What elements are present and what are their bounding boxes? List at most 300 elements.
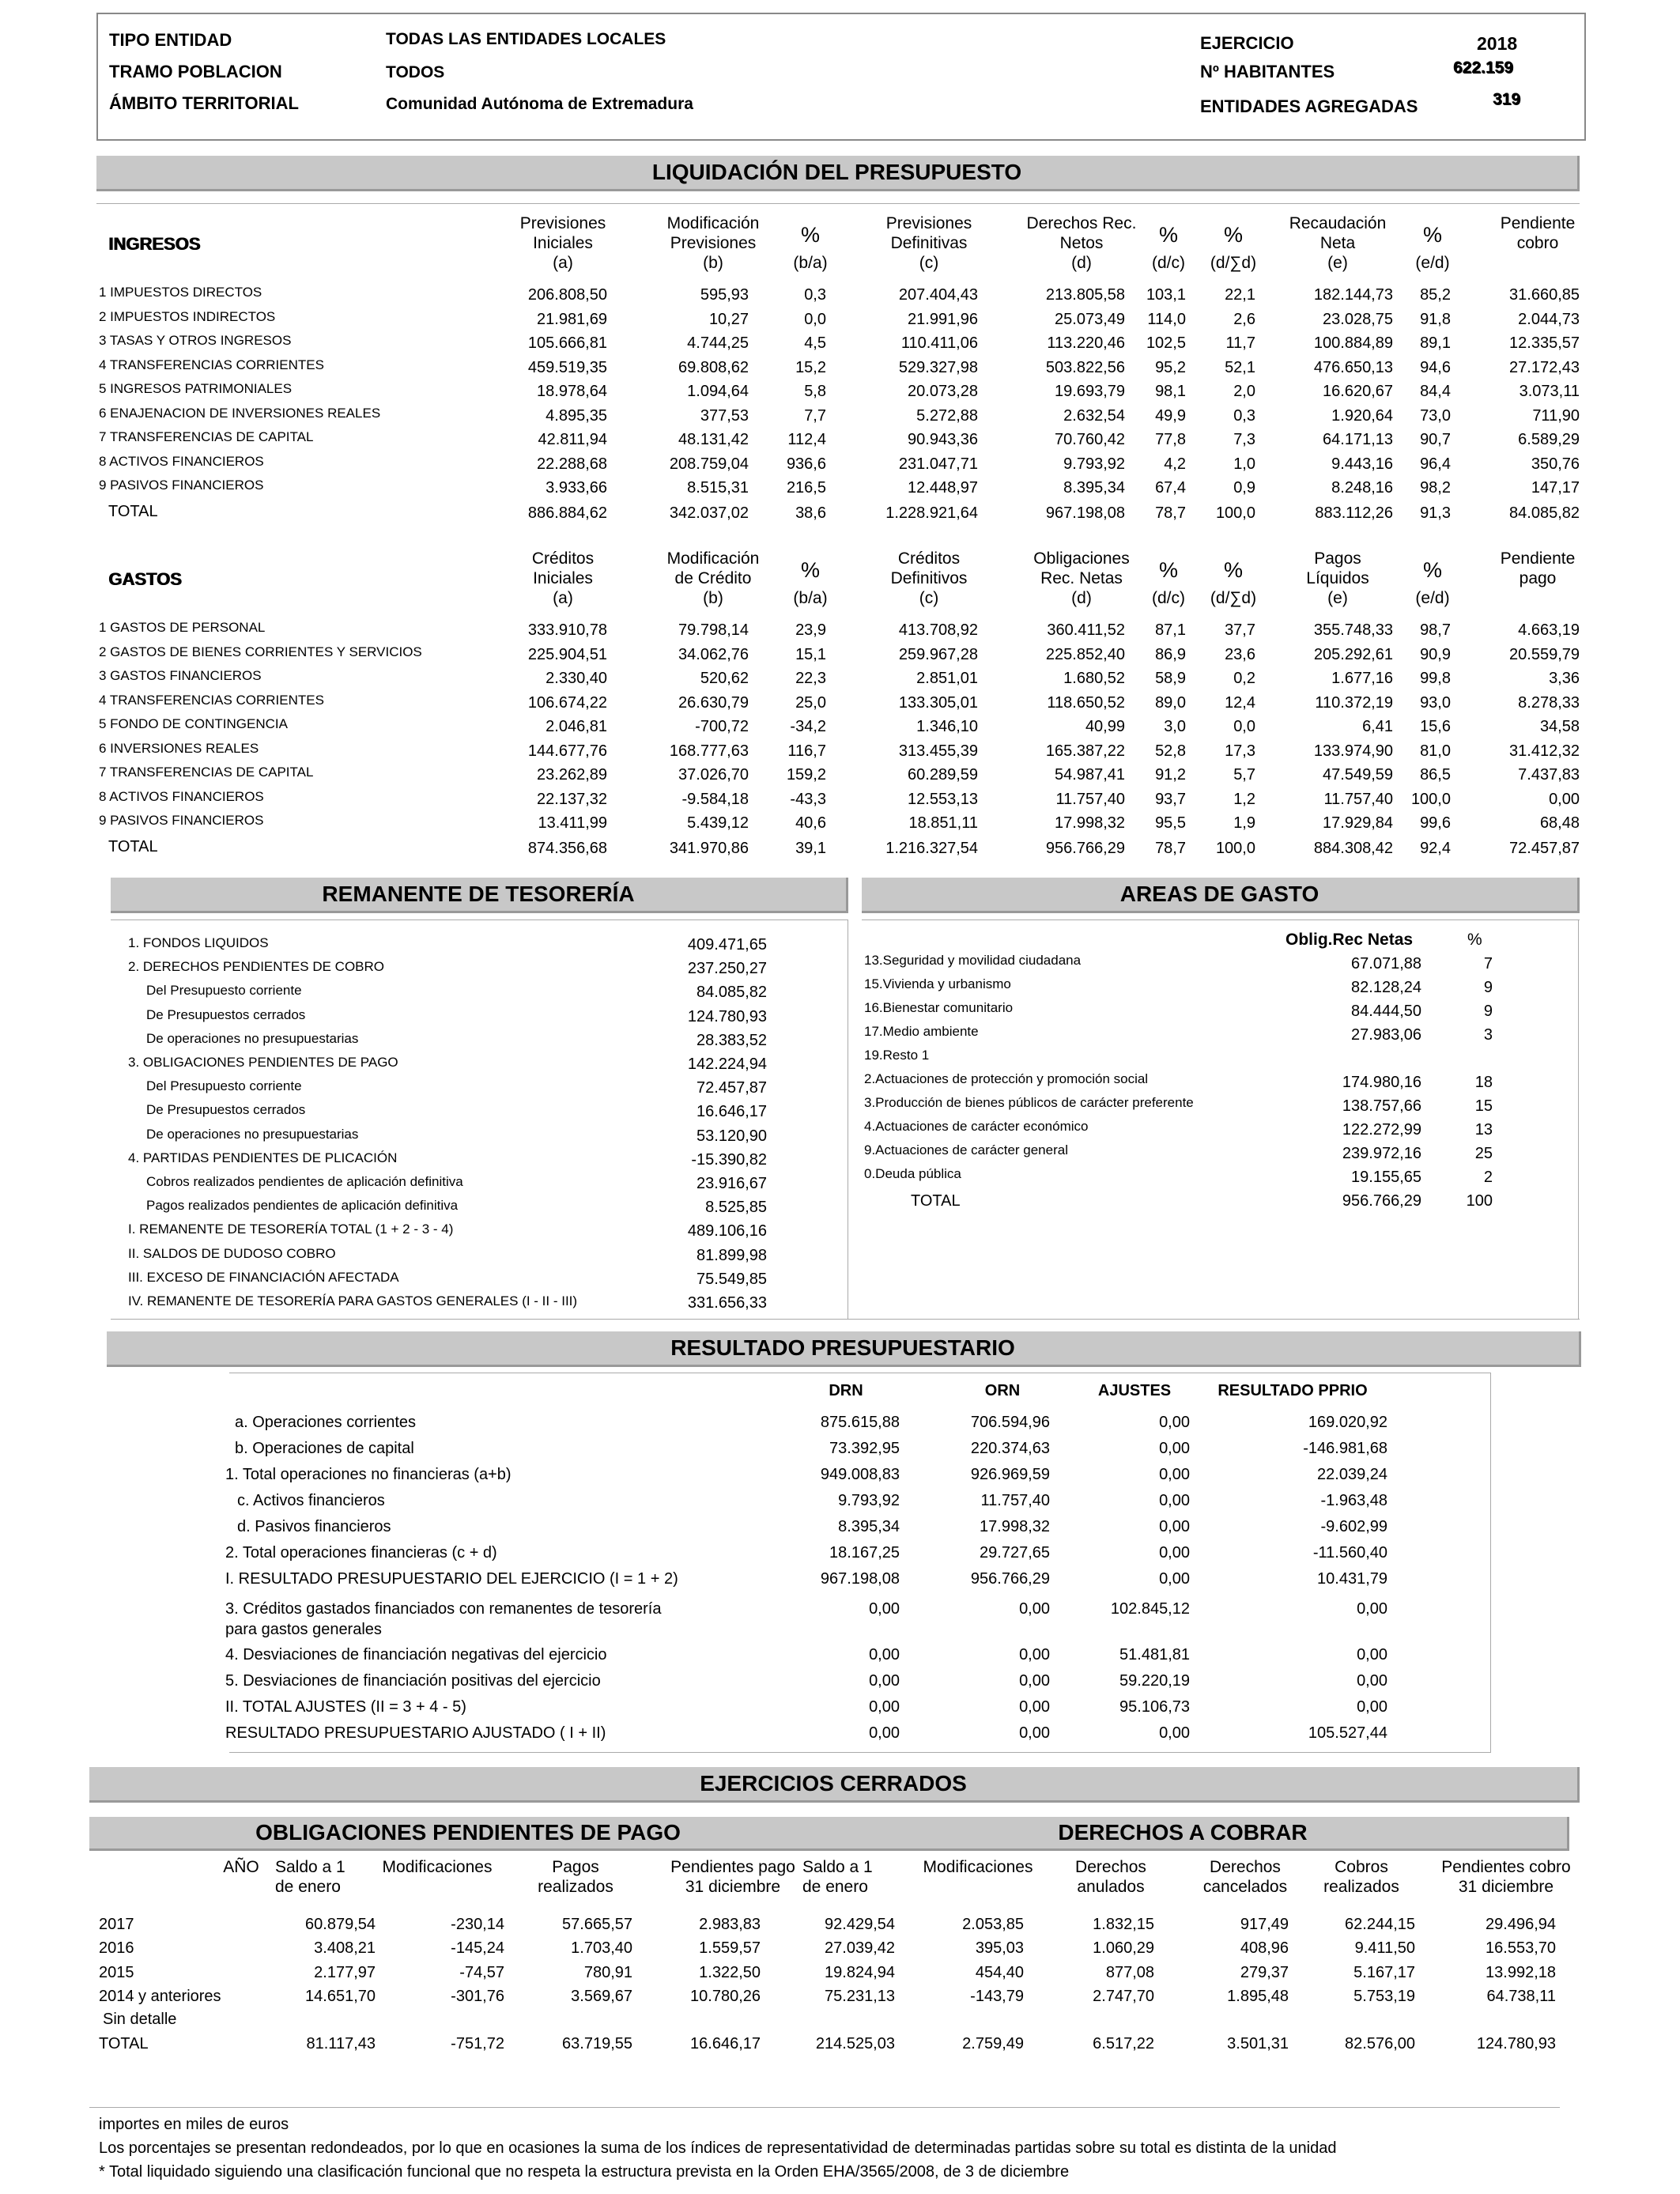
gastos-cell: 58,9 xyxy=(1155,670,1186,687)
habitantes-label: Nº HABITANTES xyxy=(1200,62,1335,81)
cerrados-header-4-1: 31 diciembre xyxy=(685,1878,781,1896)
ingresos-header-5: % xyxy=(1158,223,1178,247)
gastos-cell: 355.748,33 xyxy=(1313,621,1393,639)
ingresos-cell: 6.589,29 xyxy=(1518,431,1580,448)
ingresos-cell: 12.335,57 xyxy=(1509,334,1580,352)
resultado-row-value: 0,00 xyxy=(869,1646,900,1663)
resultado-row-value: 51.481,81 xyxy=(1119,1646,1190,1663)
gastos-cell: 313.455,39 xyxy=(898,742,978,760)
cerrados-total-value: 124.780,93 xyxy=(1476,2035,1556,2052)
cerrados-header-2-0: Modificaciones xyxy=(382,1858,493,1876)
ingresos-cell: 21.991,96 xyxy=(908,310,978,328)
gastos-cell: 116,7 xyxy=(787,742,826,760)
gastos-header-1-0: Modificación xyxy=(666,549,760,568)
ingresos-cell: 100.884,89 xyxy=(1313,334,1393,352)
ingresos-cell: 7,3 xyxy=(1233,431,1255,448)
cerrados-row-value: 1.322,50 xyxy=(699,1964,761,1981)
resultado-row-value: 22.039,24 xyxy=(1317,1466,1387,1483)
ingresos-cell: 2.044,73 xyxy=(1518,310,1580,328)
cerrados-header-9-1: realizados xyxy=(1323,1878,1399,1896)
ingresos-cell: 91,8 xyxy=(1420,310,1451,328)
gastos-total-cell: 341.970,86 xyxy=(669,839,749,857)
remanente-row-value: 23.916,67 xyxy=(697,1175,767,1192)
ingresos-cell: 0,3 xyxy=(1233,406,1255,425)
gastos-cell: 98,7 xyxy=(1420,621,1451,639)
resultado-row-value: 59.220,19 xyxy=(1119,1672,1190,1690)
ejercicio-label: EJERCICIO xyxy=(1200,33,1294,53)
resultado-row-value: 18.167,25 xyxy=(829,1544,900,1561)
cerrados-row-value: -230,14 xyxy=(451,1916,504,1933)
ingresos-cell: 350,76 xyxy=(1531,455,1580,473)
gastos-cell: -34,2 xyxy=(790,718,826,735)
gastos-cell: 15,1 xyxy=(795,645,826,663)
gastos-cell: 22.137,32 xyxy=(537,790,607,808)
area-row-label: 13.Seguridad y movilidad ciudadana xyxy=(864,953,1082,968)
remanente-row-value: 84.085,82 xyxy=(697,984,767,1002)
resultado-row-value: 0,00 xyxy=(1019,1672,1050,1690)
gastos-cell: 95,5 xyxy=(1155,814,1186,832)
ingresos-cell: 98,2 xyxy=(1420,479,1451,497)
gastos-cell: 93,7 xyxy=(1155,790,1186,808)
gastos-total-cell: 100,0 xyxy=(1215,839,1255,857)
gastos-cell: 34,58 xyxy=(1539,718,1580,735)
area-row-label: 16.Bienestar comunitario xyxy=(864,1000,1014,1015)
cerrados-row-value: 1.703,40 xyxy=(571,1939,632,1957)
resultado-row-value: 0,00 xyxy=(1159,1440,1190,1457)
ingresos-header-0-1: Iniciales xyxy=(533,234,593,252)
tramo-label: TRAMO POBLACION xyxy=(109,62,282,81)
gastos-total-cell: 874.356,68 xyxy=(527,839,607,857)
ingresos-cell: 84,4 xyxy=(1420,383,1451,400)
gastos-cell: 1,9 xyxy=(1233,814,1255,832)
tramo-value: TODOS xyxy=(386,63,445,81)
ingresos-cell: 52,1 xyxy=(1225,358,1255,376)
ingresos-cell: 8.248,16 xyxy=(1331,479,1393,497)
ingresos-cell: 23.028,75 xyxy=(1323,310,1393,328)
cerrados-row-value: 10.780,26 xyxy=(690,1988,761,2005)
gastos-total-cell: 39,1 xyxy=(795,839,826,857)
cerrados-header-7-0: Derechos xyxy=(1075,1858,1146,1876)
remanente-row-label: De Presupuestos cerrados xyxy=(146,1102,306,1118)
ingresos-cell: 90.943,36 xyxy=(908,431,978,448)
resultado-row-label: d. Pasivos financieros xyxy=(237,1518,391,1535)
ingresos-row-label: 5 INGRESOS PATRIMONIALES xyxy=(99,381,293,396)
area-row-pct: 3 xyxy=(1483,1026,1493,1044)
ingresos-row-label: 6 ENAJENACION DE INVERSIONES REALES xyxy=(99,405,381,421)
gastos-cell: 17.929,84 xyxy=(1323,814,1393,832)
cerrados-row-value: -143,79 xyxy=(970,1988,1024,2005)
gastos-cell: 1.680,52 xyxy=(1063,670,1125,687)
cerrados-row-value: -145,24 xyxy=(451,1939,504,1957)
ingresos-cell: 459.519,35 xyxy=(527,358,607,376)
cerrados-row-year: 2017 xyxy=(99,1916,134,1933)
cerrados-row-value: 14.651,70 xyxy=(305,1988,376,2005)
cerrados-header-3-1: realizados xyxy=(538,1878,613,1896)
resultado-row-value: 29.727,65 xyxy=(980,1544,1050,1561)
resultado-row-value: 0,00 xyxy=(1357,1646,1387,1663)
ingresos-row-label: 9 PASIVOS FINANCIEROS xyxy=(99,478,264,493)
ingresos-cell: 2,0 xyxy=(1233,383,1255,400)
entidades-value: 319 xyxy=(1493,90,1521,108)
resultado-row-value: 95.106,73 xyxy=(1119,1698,1190,1716)
ingresos-total-cell: 883.112,26 xyxy=(1315,504,1393,522)
gastos-row-label: 2 GASTOS DE BIENES CORRIENTES Y SERVICIOS xyxy=(99,644,422,659)
areas-title: AREAS DE GASTO xyxy=(862,878,1580,913)
cerrados-header-10-0: Pendientes cobro xyxy=(1441,1858,1571,1876)
ingresos-cell: 64.171,13 xyxy=(1323,431,1393,448)
areas-col-oblig: Oblig.Rec Netas xyxy=(1285,931,1414,949)
resultado-row-label: a. Operaciones corrientes xyxy=(235,1414,417,1431)
ingresos-cell: 113.220,46 xyxy=(1047,334,1125,352)
resultado-row-value: 967.198,08 xyxy=(820,1570,900,1588)
gastos-total-cell: 78,7 xyxy=(1155,839,1186,857)
gastos-cell: 81,0 xyxy=(1420,742,1451,760)
ingresos-header-9-1: cobro xyxy=(1516,234,1559,252)
ingresos-header-2: % xyxy=(800,223,820,247)
gastos-total-cell: 72.457,87 xyxy=(1509,839,1580,857)
ingresos-cell: 529.327,98 xyxy=(898,358,978,376)
ingresos-cell: 1,0 xyxy=(1233,455,1255,473)
gastos-cell: 133.974,90 xyxy=(1313,742,1393,760)
ingresos-cell: 95,2 xyxy=(1155,358,1186,376)
ingresos-cell: 27.172,43 xyxy=(1509,358,1580,376)
gastos-header-5: % xyxy=(1158,558,1178,582)
resultado-row-value: -146.981,68 xyxy=(1303,1440,1387,1457)
gastos-cell: 360.411,52 xyxy=(1047,621,1125,639)
gastos-header-4-1: Rec. Netas xyxy=(1040,569,1123,587)
remanente-row-label: Del Presupuesto corriente xyxy=(146,1078,302,1094)
remanente-row-value: 409.471,65 xyxy=(687,936,767,954)
cerrados-total-value: 82.576,00 xyxy=(1345,2035,1415,2052)
area-row-value: 239.972,16 xyxy=(1342,1145,1421,1162)
footer-note-functional: * Total liquidado siguiendo una clasificación funcional que no respeta la estructura prevista en la Orden EHA/3565/2008, de 3 de diciembre xyxy=(99,2163,1070,2181)
resultado-row-value: 0,00 xyxy=(1357,1672,1387,1690)
remanente-row-value: 81.899,98 xyxy=(697,1246,767,1264)
ingresos-row-label: 8 ACTIVOS FINANCIEROS xyxy=(99,453,264,469)
ingresos-row-label: 3 TASAS Y OTROS INGRESOS xyxy=(99,333,292,348)
gastos-cell: 225.904,51 xyxy=(527,645,607,663)
gastos-cell: 7.437,83 xyxy=(1518,766,1580,784)
gastos-cell: 34.062,76 xyxy=(678,645,749,663)
divider xyxy=(96,203,1580,204)
cerrados-total-value: 3.501,31 xyxy=(1227,2035,1289,2052)
cerrados-header-7-1: anulados xyxy=(1077,1878,1145,1896)
remanente-row-value: 331.656,33 xyxy=(687,1294,767,1312)
resultado-row-value: 11.757,40 xyxy=(980,1492,1050,1509)
ingresos-header-1-2: (b) xyxy=(703,254,723,272)
resultado-row-value: 0,00 xyxy=(1019,1724,1050,1742)
cerrados-row-value: 780,91 xyxy=(583,1964,632,1981)
gastos-cell: 110.372,19 xyxy=(1315,693,1393,712)
remanente-row-label: 3. OBLIGACIONES PENDIENTES DE PAGO xyxy=(128,1055,398,1070)
cerrados-row-value: 408,96 xyxy=(1240,1939,1289,1957)
gastos-cell: 12,4 xyxy=(1225,693,1255,712)
gastos-header-0-0: Créditos xyxy=(531,549,595,568)
gastos-cell: 259.967,28 xyxy=(898,645,978,663)
ingresos-cell: 110.411,06 xyxy=(900,334,978,352)
gastos-cell: 6,41 xyxy=(1362,718,1393,735)
ingresos-cell: 0,3 xyxy=(804,286,826,304)
ingresos-cell: 10,27 xyxy=(708,310,749,328)
area-row-value: 27.983,06 xyxy=(1351,1026,1421,1044)
ambito-label: ÁMBITO TERRITORIAL xyxy=(109,93,299,113)
resultado-row-value: 0,00 xyxy=(869,1672,900,1690)
cerrados-row-value: 917,49 xyxy=(1240,1916,1289,1933)
ingresos-cell: 231.047,71 xyxy=(898,455,978,473)
gastos-header-6: % xyxy=(1223,558,1243,582)
area-row-label: 0.Deuda pública xyxy=(864,1166,961,1181)
ingresos-cell: 1.920,64 xyxy=(1331,406,1393,425)
cerrados-total-value: 6.517,22 xyxy=(1093,2035,1154,2052)
cerrados-row-value: 3.408,21 xyxy=(314,1939,376,1957)
resultado-header-0: DRN xyxy=(829,1382,863,1399)
ingresos-cell: 5.272,88 xyxy=(916,406,978,425)
gastos-cell: -43,3 xyxy=(790,790,826,808)
areas-total-label: TOTAL xyxy=(911,1192,961,1210)
ingresos-header-3-0: Previsiones xyxy=(885,214,972,232)
gastos-row-label: 7 TRANSFERENCIAS DE CAPITAL xyxy=(99,765,314,780)
remanente-row-label: II. SALDOS DE DUDOSO COBRO xyxy=(128,1245,336,1261)
ingresos-cell: 8.395,34 xyxy=(1063,479,1125,497)
gastos-header-0-2: (a) xyxy=(553,589,573,607)
ingresos-cell: 31.660,85 xyxy=(1509,286,1580,304)
ingresos-cell: 182.144,73 xyxy=(1313,286,1393,304)
resultado-creditos-value: 0,00 xyxy=(869,1600,900,1618)
area-row-pct: 25 xyxy=(1474,1145,1493,1162)
cerrados-row-value: 454,40 xyxy=(975,1964,1024,1981)
habitantes-value: 622.159 xyxy=(1453,59,1513,77)
cerrados-sin-detalle: Sin detalle xyxy=(103,2011,177,2028)
footer-divider xyxy=(89,2107,1560,2108)
resultado-row-label: 1. Total operaciones no financieras (a+b) xyxy=(225,1466,512,1483)
ingresos-total-label: TOTAL xyxy=(108,502,158,520)
resultado-row-value: 10.431,79 xyxy=(1317,1570,1387,1588)
gastos-cell: 12.553,13 xyxy=(908,790,978,808)
area-row-value: 122.272,99 xyxy=(1342,1121,1421,1139)
cerrados-row-value: 3.569,67 xyxy=(571,1988,632,2005)
resultado-creditos-label-2: para gastos generales xyxy=(225,1621,382,1638)
gastos-cell: 68,48 xyxy=(1539,814,1580,832)
cerrados-total-value: 16.646,17 xyxy=(690,2035,761,2052)
area-row-label: 17.Medio ambiente xyxy=(864,1024,979,1039)
ingresos-cell: 5,8 xyxy=(804,383,826,400)
cerrados-header-9-0: Cobros xyxy=(1335,1858,1388,1876)
resultado-row-value: 0,00 xyxy=(1159,1518,1190,1535)
remanente-row-value: 75.549,85 xyxy=(697,1270,767,1288)
ingresos-total-cell: 100,0 xyxy=(1215,504,1255,522)
gastos-header-7-2: (e) xyxy=(1327,589,1348,607)
gastos-cell: 11.757,40 xyxy=(1323,790,1393,808)
remanente-row-label: Pagos realizados pendientes de aplicación definitiva xyxy=(146,1198,459,1214)
gastos-cell: 93,0 xyxy=(1420,693,1451,712)
ingresos-header-1-0: Modificación xyxy=(666,214,760,232)
gastos-cell: 168.777,63 xyxy=(669,742,749,760)
gastos-cell: 520,62 xyxy=(700,670,749,687)
gastos-cell: 40,99 xyxy=(1085,718,1125,735)
resultado-row-value: 169.020,92 xyxy=(1308,1414,1387,1431)
resultado-row-value: 0,00 xyxy=(1159,1544,1190,1561)
gastos-cell: 3,0 xyxy=(1164,718,1186,735)
cerrados-row-value: 29.496,94 xyxy=(1486,1916,1556,1933)
cerrados-row-value: 75.231,13 xyxy=(825,1988,895,2005)
gastos-cell: 1.346,10 xyxy=(916,718,978,735)
gastos-header-3-1: Definitivos xyxy=(890,569,968,587)
ingresos-cell: 208.759,04 xyxy=(669,455,749,473)
cerrados-total-label: TOTAL xyxy=(99,2035,149,2052)
gastos-header-8-sub: (e/d) xyxy=(1415,589,1450,607)
ingresos-header-4-1: Netos xyxy=(1059,234,1104,252)
footer-units: importes en miles de euros xyxy=(99,2116,289,2133)
ingresos-cell: 85,2 xyxy=(1420,286,1451,304)
remanente-row-label: 4. PARTIDAS PENDIENTES DE PLICACIÓN xyxy=(128,1150,398,1165)
ingresos-cell: 476.650,13 xyxy=(1313,358,1393,376)
ambito-value: Comunidad Autónoma de Extremadura xyxy=(386,95,693,113)
gastos-cell: 52,8 xyxy=(1155,742,1186,760)
cerrados-row-value: 64.738,11 xyxy=(1486,1988,1556,2005)
resultado-title: RESULTADO PRESUPUESTARIO xyxy=(107,1331,1581,1367)
cerrados-row-value: 2.983,83 xyxy=(699,1916,761,1933)
gastos-cell: 40,6 xyxy=(795,814,826,832)
cerrados-row-value: 395,03 xyxy=(975,1939,1024,1957)
gastos-cell: 118.650,52 xyxy=(1047,693,1125,712)
gastos-cell: 100,0 xyxy=(1410,790,1451,808)
gastos-header-1-2: (b) xyxy=(703,589,723,607)
resultado-header-3: RESULTADO PPRIO xyxy=(1218,1382,1368,1399)
remanente-row-value: 489.106,16 xyxy=(687,1222,767,1240)
area-row-value: 19.155,65 xyxy=(1351,1169,1421,1186)
gastos-cell: 26.630,79 xyxy=(678,693,749,712)
gastos-cell: 3,36 xyxy=(1549,670,1580,687)
gastos-cell: 86,5 xyxy=(1420,766,1451,784)
resultado-row-label: 2. Total operaciones financieras (c + d) xyxy=(225,1544,497,1561)
ingresos-cell: 9.443,16 xyxy=(1331,455,1393,473)
ingresos-header-8-sub: (e/d) xyxy=(1415,254,1450,272)
area-row-pct: 9 xyxy=(1483,979,1493,996)
ingresos-cell: 20.073,28 xyxy=(908,383,978,400)
resultado-row-value: 0,00 xyxy=(869,1724,900,1742)
gastos-cell: 22,3 xyxy=(795,670,826,687)
ingresos-cell: 16.620,67 xyxy=(1323,383,1393,400)
resultado-row-value: 17.998,32 xyxy=(980,1518,1050,1535)
ingresos-cell: 21.981,69 xyxy=(537,310,607,328)
gastos-cell: 86,9 xyxy=(1155,645,1186,663)
ingresos-cell: 22.288,68 xyxy=(537,455,607,473)
gastos-cell: 165.387,22 xyxy=(1045,742,1125,760)
gastos-cell: 413.708,92 xyxy=(898,621,978,639)
gastos-cell: 15,6 xyxy=(1420,718,1451,735)
area-row-pct: 13 xyxy=(1474,1121,1493,1139)
ingresos-cell: 19.693,79 xyxy=(1055,383,1125,400)
resultado-creditos-label-1: 3. Créditos gastados financiados con remanentes de tesorería xyxy=(225,1600,662,1618)
gastos-total-cell: 1.216.327,54 xyxy=(885,839,978,857)
cerrados-row-value: 2.053,85 xyxy=(962,1916,1024,1933)
gastos-cell: 23.262,89 xyxy=(537,766,607,784)
divider xyxy=(1578,920,1579,1319)
ejercicio-value: 2018 xyxy=(1477,33,1518,54)
ingresos-heading: INGRESOS xyxy=(108,234,201,254)
gastos-cell: 17,3 xyxy=(1225,742,1255,760)
ingresos-cell: 69.808,62 xyxy=(678,358,749,376)
derechos-cobrar-title: DERECHOS A COBRAR xyxy=(798,1817,1569,1851)
footer-note-rounding: Los porcentajes se presentan redondeados, por lo que en ocasiones la suma de los índices de representatividad de determinadas partidas sobre su total es distinta de la unidad xyxy=(99,2139,1337,2157)
gastos-header-2-sub: (b/a) xyxy=(793,589,828,607)
remanente-row-value: 142.224,94 xyxy=(687,1055,767,1073)
ingresos-total-cell: 967.198,08 xyxy=(1045,504,1125,522)
cerrados-header-6-0: Modificaciones xyxy=(923,1858,1033,1876)
cerrados-header-8-1: cancelados xyxy=(1202,1878,1288,1896)
gastos-total-cell: 92,4 xyxy=(1420,839,1451,857)
ingresos-cell: 49,9 xyxy=(1155,406,1186,425)
gastos-heading: GASTOS xyxy=(108,569,182,589)
cerrados-row-value: 2.747,70 xyxy=(1093,1988,1154,2005)
ingresos-total-cell: 38,6 xyxy=(795,504,826,522)
gastos-row-label: 3 GASTOS FINANCIEROS xyxy=(99,668,262,683)
gastos-cell: 18.851,11 xyxy=(908,814,978,832)
gastos-cell: 13.411,99 xyxy=(538,814,607,832)
gastos-header-9-0: Pendiente xyxy=(1500,549,1576,568)
cerrados-row-value: 5.753,19 xyxy=(1353,1988,1415,2005)
ingresos-cell: 3.073,11 xyxy=(1519,383,1580,400)
cerrados-header-4-0: Pendientes pago xyxy=(670,1858,795,1876)
gastos-cell: 79.798,14 xyxy=(678,621,749,639)
resultado-row-value: -9.602,99 xyxy=(1320,1518,1387,1535)
cerrados-header-3-0: Pagos xyxy=(552,1858,599,1876)
remanente-row-value: 16.646,17 xyxy=(697,1103,767,1121)
cerrados-title: EJERCICIOS CERRADOS xyxy=(89,1767,1580,1803)
ingresos-cell: 2.632,54 xyxy=(1063,406,1125,425)
ingresos-cell: 114,0 xyxy=(1147,310,1186,328)
remanente-title: REMANENTE DE TESORERÍA xyxy=(111,878,848,913)
cerrados-row-value: 279,37 xyxy=(1240,1964,1289,1981)
ingresos-total-cell: 342.037,02 xyxy=(669,504,749,522)
cerrados-row-value: 9.411,50 xyxy=(1354,1939,1415,1957)
ingresos-cell: 213.805,58 xyxy=(1045,286,1125,304)
resultado-header-1: ORN xyxy=(984,1382,1021,1399)
area-row-label: 15.Vivienda y urbanismo xyxy=(864,976,1011,991)
resultado-row-value: 0,00 xyxy=(1159,1492,1190,1509)
ingresos-cell: 4.895,35 xyxy=(546,406,607,425)
remanente-row-label: IV. REMANENTE DE TESORERÍA PARA GASTOS GENERALES (I - II - III) xyxy=(128,1293,578,1308)
ingresos-row-label: 4 TRANSFERENCIAS CORRIENTES xyxy=(99,357,324,372)
ingresos-header-1-1: Previsiones xyxy=(670,234,757,252)
remanente-row-value: -15.390,82 xyxy=(691,1150,767,1169)
divider xyxy=(229,1752,1491,1753)
cerrados-row-value: 1.559,57 xyxy=(699,1939,761,1957)
area-row-value: 82.128,24 xyxy=(1351,979,1421,996)
ingresos-header-6-sub: (d/∑d) xyxy=(1210,254,1257,272)
gastos-header-0-1: Iniciales xyxy=(533,569,593,587)
ingresos-header-3-1: Definitivas xyxy=(890,234,968,252)
cerrados-row-value: 27.039,42 xyxy=(825,1939,895,1957)
liquidacion-title: LIQUIDACIÓN DEL PRESUPUESTO xyxy=(96,156,1580,191)
cerrados-row-value: 19.824,94 xyxy=(825,1964,895,1981)
gastos-cell: 2.330,40 xyxy=(546,670,607,687)
gastos-cell: 5,7 xyxy=(1233,766,1255,784)
ingresos-cell: 4,5 xyxy=(804,334,826,352)
gastos-total-label: TOTAL xyxy=(108,837,158,855)
divider xyxy=(1490,1373,1491,1752)
gastos-header-2: % xyxy=(800,558,820,582)
ingresos-header-8: % xyxy=(1422,223,1442,247)
resultado-row-value: 0,00 xyxy=(869,1698,900,1716)
gastos-header-3-2: (c) xyxy=(919,589,939,607)
resultado-row-label: 4. Desviaciones de financiación negativas del ejercicio xyxy=(225,1646,607,1663)
area-row-pct: 15 xyxy=(1474,1097,1493,1115)
cerrados-header-5-1: de enero xyxy=(802,1878,868,1896)
gastos-row-label: 1 GASTOS DE PERSONAL xyxy=(99,620,266,635)
divider xyxy=(111,1319,1580,1320)
cerrados-header-0-0: AÑO xyxy=(223,1858,259,1876)
